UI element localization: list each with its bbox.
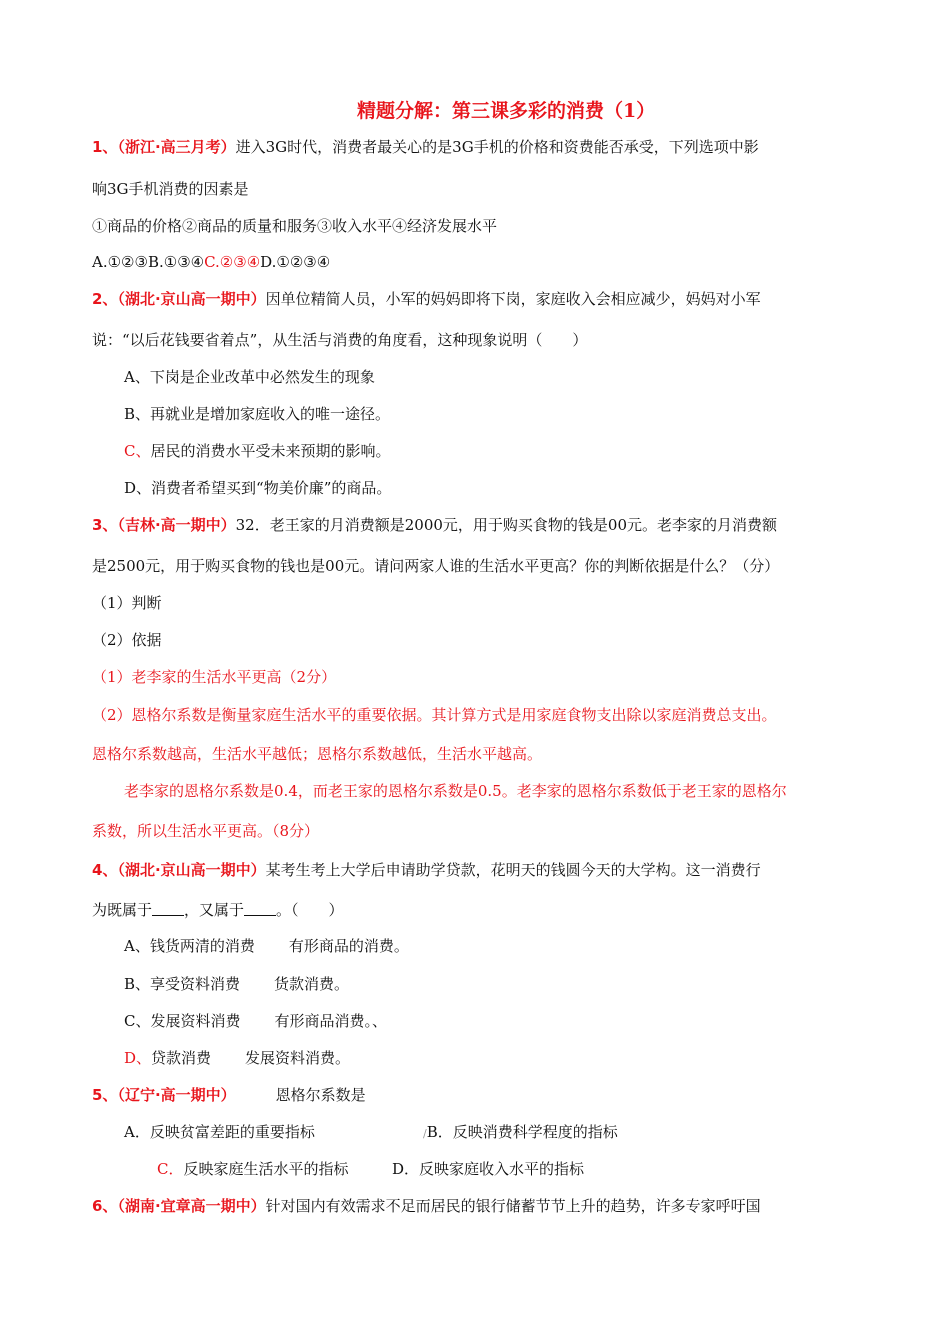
question-2-source: （湖北·京山高一期中）: [117, 290, 266, 308]
question-4-option-d-part-2: 发展资料消费。: [245, 1049, 351, 1067]
question-3-line-2: 是2500元，用于购买食物的钱也是00元。请问两家人谁的生活水平更高？你的判断依据是什么？（分）: [92, 557, 780, 575]
question-3-source: （吉林·高一期中）: [117, 516, 236, 534]
question-3-answer-1: （1）老李家的生活水平更高（2分）: [92, 668, 337, 686]
question-5-option-d: D．反映家庭收入水平的指标: [392, 1160, 585, 1178]
question-1-options: [92, 251, 330, 273]
question-3-sub-1: （1）判断: [92, 594, 162, 612]
question-5-source: （辽宁·高一期中）: [117, 1086, 236, 1104]
question-2-line-2: 说：“以后花钱要省着点”，从生活与消费的角度看，这种现象说明（ ）: [92, 331, 588, 349]
question-4-option-a: [124, 935, 409, 957]
question-6-stem: 针对国内有效需求不足而居民的银行储蓄节节上升的趋势，许多专家呼吁国: [265, 1197, 761, 1215]
question-5-stem: 恩格尔系数是: [275, 1086, 366, 1104]
question-1-items: ①商品的价格②商品的质量和服务③收入水平④经济发展水平: [92, 217, 498, 235]
question-6-line-1: [92, 1195, 761, 1217]
question-1-option-b: B.①③④: [147, 253, 205, 271]
question-4-option-c-part-1: C、发展资料消费: [124, 1012, 241, 1030]
question-5-option-c-text: 反映家庭生活水平的指标: [183, 1160, 349, 1178]
question-3-answer-3a: 老李家的恩格尔系数是0.4，而老王家的恩格尔系数是0.5。老李家的恩格尔系数低于老王家的恩格尔: [124, 782, 787, 800]
question-5-option-c-letter: C．: [157, 1160, 184, 1178]
question-2-stem: 因单位精简人员，小军的妈妈即将下岗，家庭收入会相应减少，妈妈对小军: [265, 290, 761, 308]
question-4-option-d-letter: D、: [124, 1049, 152, 1067]
question-1-line-2: 响3G手机消费的因素是: [92, 180, 249, 198]
question-1-line-1: [92, 136, 759, 158]
question-2-option-c-letter: C、: [124, 442, 151, 460]
question-4-line-1: [92, 859, 761, 881]
question-5-option-b-mark: /: [423, 1127, 427, 1140]
question-1-stem: 进入3G时代，消费者最关心的是3G手机的价格和资费能否承受，下列选项中影: [235, 138, 759, 156]
question-4-option-d-part-1: 贷款消费: [151, 1049, 212, 1067]
question-1-source: （浙江·高三月考）: [117, 138, 236, 156]
question-2-option-a: A、下岗是企业改革中必然发生的现象: [124, 368, 375, 386]
question-5-option-b-text: B．反映消费科学程度的指标: [426, 1123, 618, 1141]
question-3-answer-3b: 系数，所以生活水平更高。（8分）: [92, 822, 320, 840]
question-4-stem-part-1: 为既属于: [92, 901, 153, 919]
question-5-option-c: [157, 1158, 349, 1180]
question-5-option-a: A．反映贫富差距的重要指标: [124, 1123, 315, 1141]
question-4-option-a-part-1: A、钱货两清的消费: [124, 937, 255, 955]
question-2-number: 2、: [92, 290, 118, 308]
answer-blank-2: [244, 901, 276, 916]
question-2-line-1: [92, 288, 761, 310]
answer-blank-1: [152, 901, 184, 916]
question-4-option-b: [124, 973, 349, 995]
question-5-option-b: [423, 1121, 618, 1145]
question-4-option-d: [124, 1047, 350, 1069]
question-3-line-1: [92, 514, 777, 536]
question-2-option-c-text: 居民的消费水平受未来预期的影响。: [150, 442, 391, 460]
question-4-stem-part-3: 。（ ）: [276, 901, 344, 919]
question-4-stem: 某考生考上大学后申请助学贷款，花明天的钱圆今天的大学构。这一消费行: [265, 861, 761, 879]
question-4-option-b-part-2: 货款消费。: [274, 975, 350, 993]
question-3-answer-2a: （2）恩格尔系数是衡量家庭生活水平的重要依据。其计算方式是用家庭食物支出除以家庭消费总支出。: [92, 706, 777, 724]
question-2-option-c: [124, 440, 391, 462]
question-6-number: 6、: [92, 1197, 118, 1215]
question-6-source: （湖南·宜章高一期中）: [117, 1197, 266, 1215]
question-1-number: 1、: [92, 138, 118, 156]
question-4-option-a-part-2: 有形商品的消费。: [288, 937, 409, 955]
question-1-option-c: C.②③④: [204, 253, 261, 271]
question-4-option-b-part-1: B、享受资料消费: [124, 975, 241, 993]
question-4-option-c: [124, 1010, 387, 1032]
question-4-number: 4、: [92, 861, 118, 879]
question-4-option-c-part-2: 有形商品消费。、: [274, 1012, 387, 1030]
question-2-option-b: B、再就业是增加家庭收入的唯一途径。: [124, 405, 391, 423]
question-3-stem: 32．老王家的月消费额是2000元，用于购买食物的钱是00元。老李家的月消费额: [235, 516, 777, 534]
question-4-source: （湖北·京山高一期中）: [117, 861, 266, 879]
question-3-sub-2: （2）依据: [92, 631, 162, 649]
question-3-answer-2b: 恩格尔系数越高，生活水平越低；恩格尔系数越低，生活水平越高。: [92, 745, 543, 763]
question-1-option-d: D.①②③④: [260, 253, 331, 271]
question-5-line-1: [92, 1084, 366, 1106]
question-4-stem-part-2: ，又属于: [184, 901, 245, 919]
question-5-number: 5、: [92, 1086, 118, 1104]
question-2-option-d: D、消费者希望买到“物美价廉”的商品。: [124, 479, 392, 497]
question-1-option-a: A.①②③: [92, 253, 148, 271]
question-3-number: 3、: [92, 516, 118, 534]
question-4-line-2: [92, 899, 344, 921]
page-title: 精题分解：第三课多彩的消费（1）: [357, 100, 656, 122]
